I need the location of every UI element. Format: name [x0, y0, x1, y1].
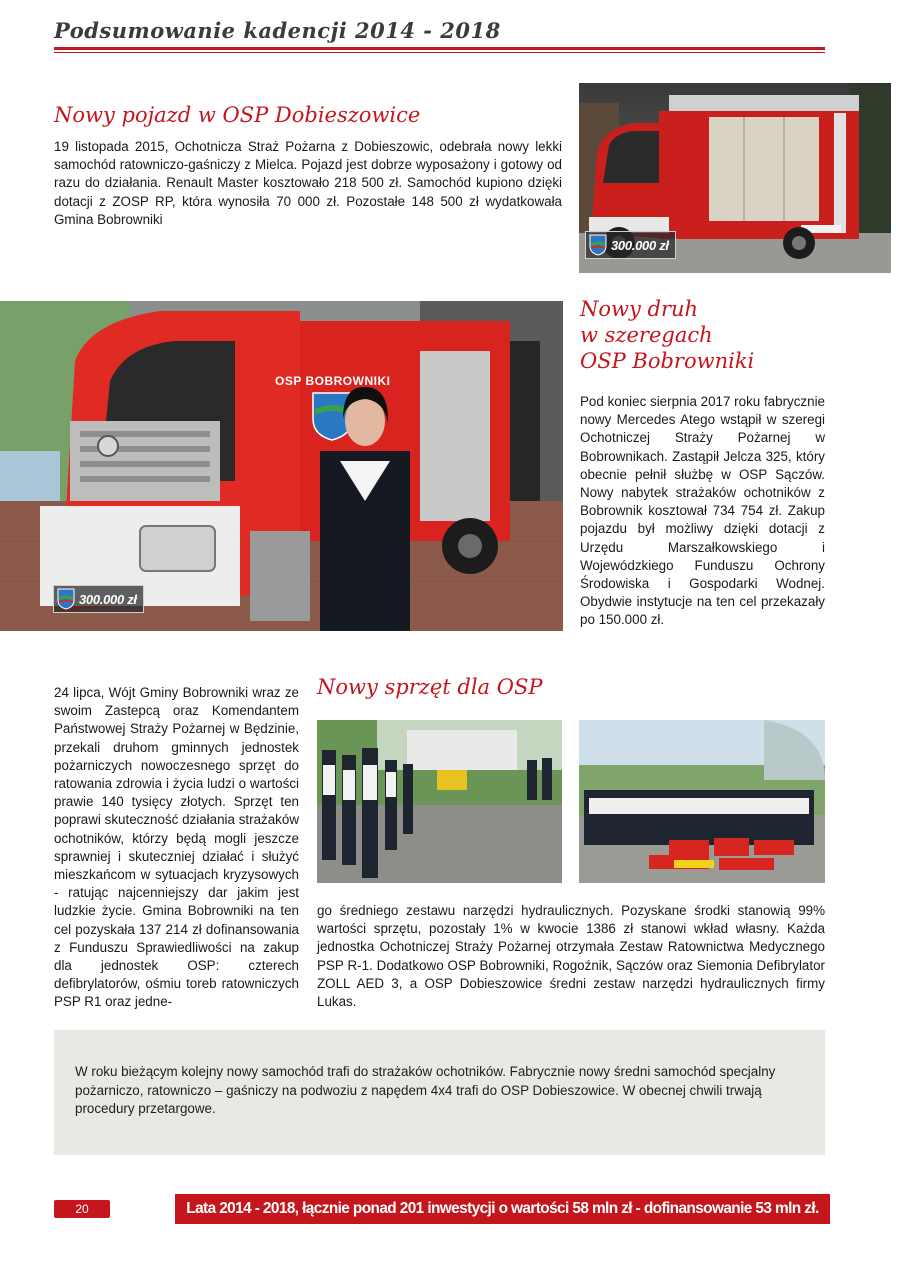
photo-equipment-handover-2	[579, 720, 825, 883]
header-rule-thin	[54, 52, 825, 53]
heading-line: OSP Bobrowniki	[580, 349, 755, 373]
header-rule	[54, 47, 825, 50]
section-heading-equipment: Nowy sprzęt dla OSP	[317, 675, 543, 699]
gmina-crest-icon	[589, 234, 607, 256]
price-badge: 300.000 zł	[585, 231, 676, 259]
truck-door-label: OSP BOBROWNIKI	[275, 374, 391, 388]
running-header: Podsumowanie kadencji 2014 - 2018	[54, 18, 501, 43]
price-badge: 300.000 zł	[53, 585, 144, 613]
photo-renault-truck	[579, 83, 891, 273]
info-box	[54, 1030, 825, 1155]
page-number: 20	[54, 1200, 110, 1218]
section-text-bobrowniki: Pod koniec sierpnia 2017 roku fabrycznie nowy Mercedes Atego wstąpił w szeregi Ochotniczej Straży Pożarnej w Bobrownikach. Zastąpił Jelcza 325, który obecnie pełnił służbę w OSP Sączów. Nowy nabytek strażaków ochotników z Bobrownik kosztował 734 754 zł. Zakup pojazdu był możliwy dzięki dotacji z Urzędu Marszałkowskiego i Wojewódzkiego Funduszu Ochrony Środowiska i Gospodarki Wodnej. Obydwie instytucje na ten cel przekazały po 150.000 zł.	[580, 394, 825, 628]
footer-banner: Lata 2014 - 2018, łącznie ponad 201 inwestycji o wartości 58 mln zł - dofinansowanie 53 mln zł.	[175, 1194, 830, 1224]
section-text-equipment-left: 24 lipca, Wójt Gminy Bobrowniki wraz ze swoim Zastepcą oraz Komendantem Państwowej Straży Pożarnej w Będzinie, przekali druhom gminnych jednostek pożarniczych nowoczesnego sprzęt do ratowania zdrowia i życia ludzi o wartości prawie 140 tysięcy złotych. Sprzęt ten poprawi skuteczność działania strażaków ochotników, którzy będą mogli jeszcze sprawniej i skuteczniej działać i służyć mieszkańcom w sytuacjach kryzysowych - ratując najcenniejszy dar jakim jest ludzkie życie. Gmina Bobrowniki na ten cel pozyskała 137 214 zł dofinansowania z Funduszu Sprawiedliwości na zakup dla jednostek OSP: czterech defibrylatorów, ośmiu toreb ratowniczych PSP R1 oraz jedne-	[54, 685, 299, 1010]
gmina-crest-icon	[57, 588, 75, 610]
photo-equipment-handover-1	[317, 720, 562, 883]
section-text-dobieszowice: 19 listopada 2015, Ochotnicza Straż Pożarna z Dobieszowic, odebrała nowy lekki samochód ratowniczo-gaśniczy z Mielca. Pojazd jest dobrze wyposażony i gotowy od razu do działania. Renault Master kosztowało 218 500 zł. Samochód kupiono dzięki dotacji z ZOSP RP, która wynosiła 70 000 zł. Pozostałe 148 500 zł wydatkowała Gmina Bobrowniki	[54, 139, 562, 227]
heading-line: Nowy druh	[580, 297, 699, 321]
section-heading-dobieszowice: Nowy pojazd w OSP Dobieszowice	[54, 103, 421, 127]
section-text-equipment-right: go średniego zestawu narzędzi hydraulicznych. Pozyskane środki stanowią 99% wartości sprzętu, pozostały 1% w kwocie 1386 zł stanowi wkład własny. Każda jednostka Ochotniczej Straży Pożarnej otrzymała Zestaw Ratownictwa Medycznego PSP R-1. Dodatkowo OSP Bobrowniki, Rogoźnik, Sączów oraz Siemonia Defibrylator ZOLL AED 3, a OSP Dobieszowice średni zestaw narzędzi hydraulicznych firmy Lukas.	[317, 903, 825, 1010]
section-heading-bobrowniki	[580, 296, 754, 374]
info-box-text: W roku bieżącym kolejny nowy samochód trafi do strażaków ochotników. Fabrycznie nowy średni samochód specjalny pożarniczo, ratowniczo – gaśniczy na podwoziu z napędem 4x4 trafi do OSP Dobieszowice. W obecnej chwili trwają procedury przetargowe.	[75, 1064, 776, 1117]
heading-line: w szeregach	[580, 323, 713, 347]
photo-mercedes-atego	[0, 301, 563, 631]
